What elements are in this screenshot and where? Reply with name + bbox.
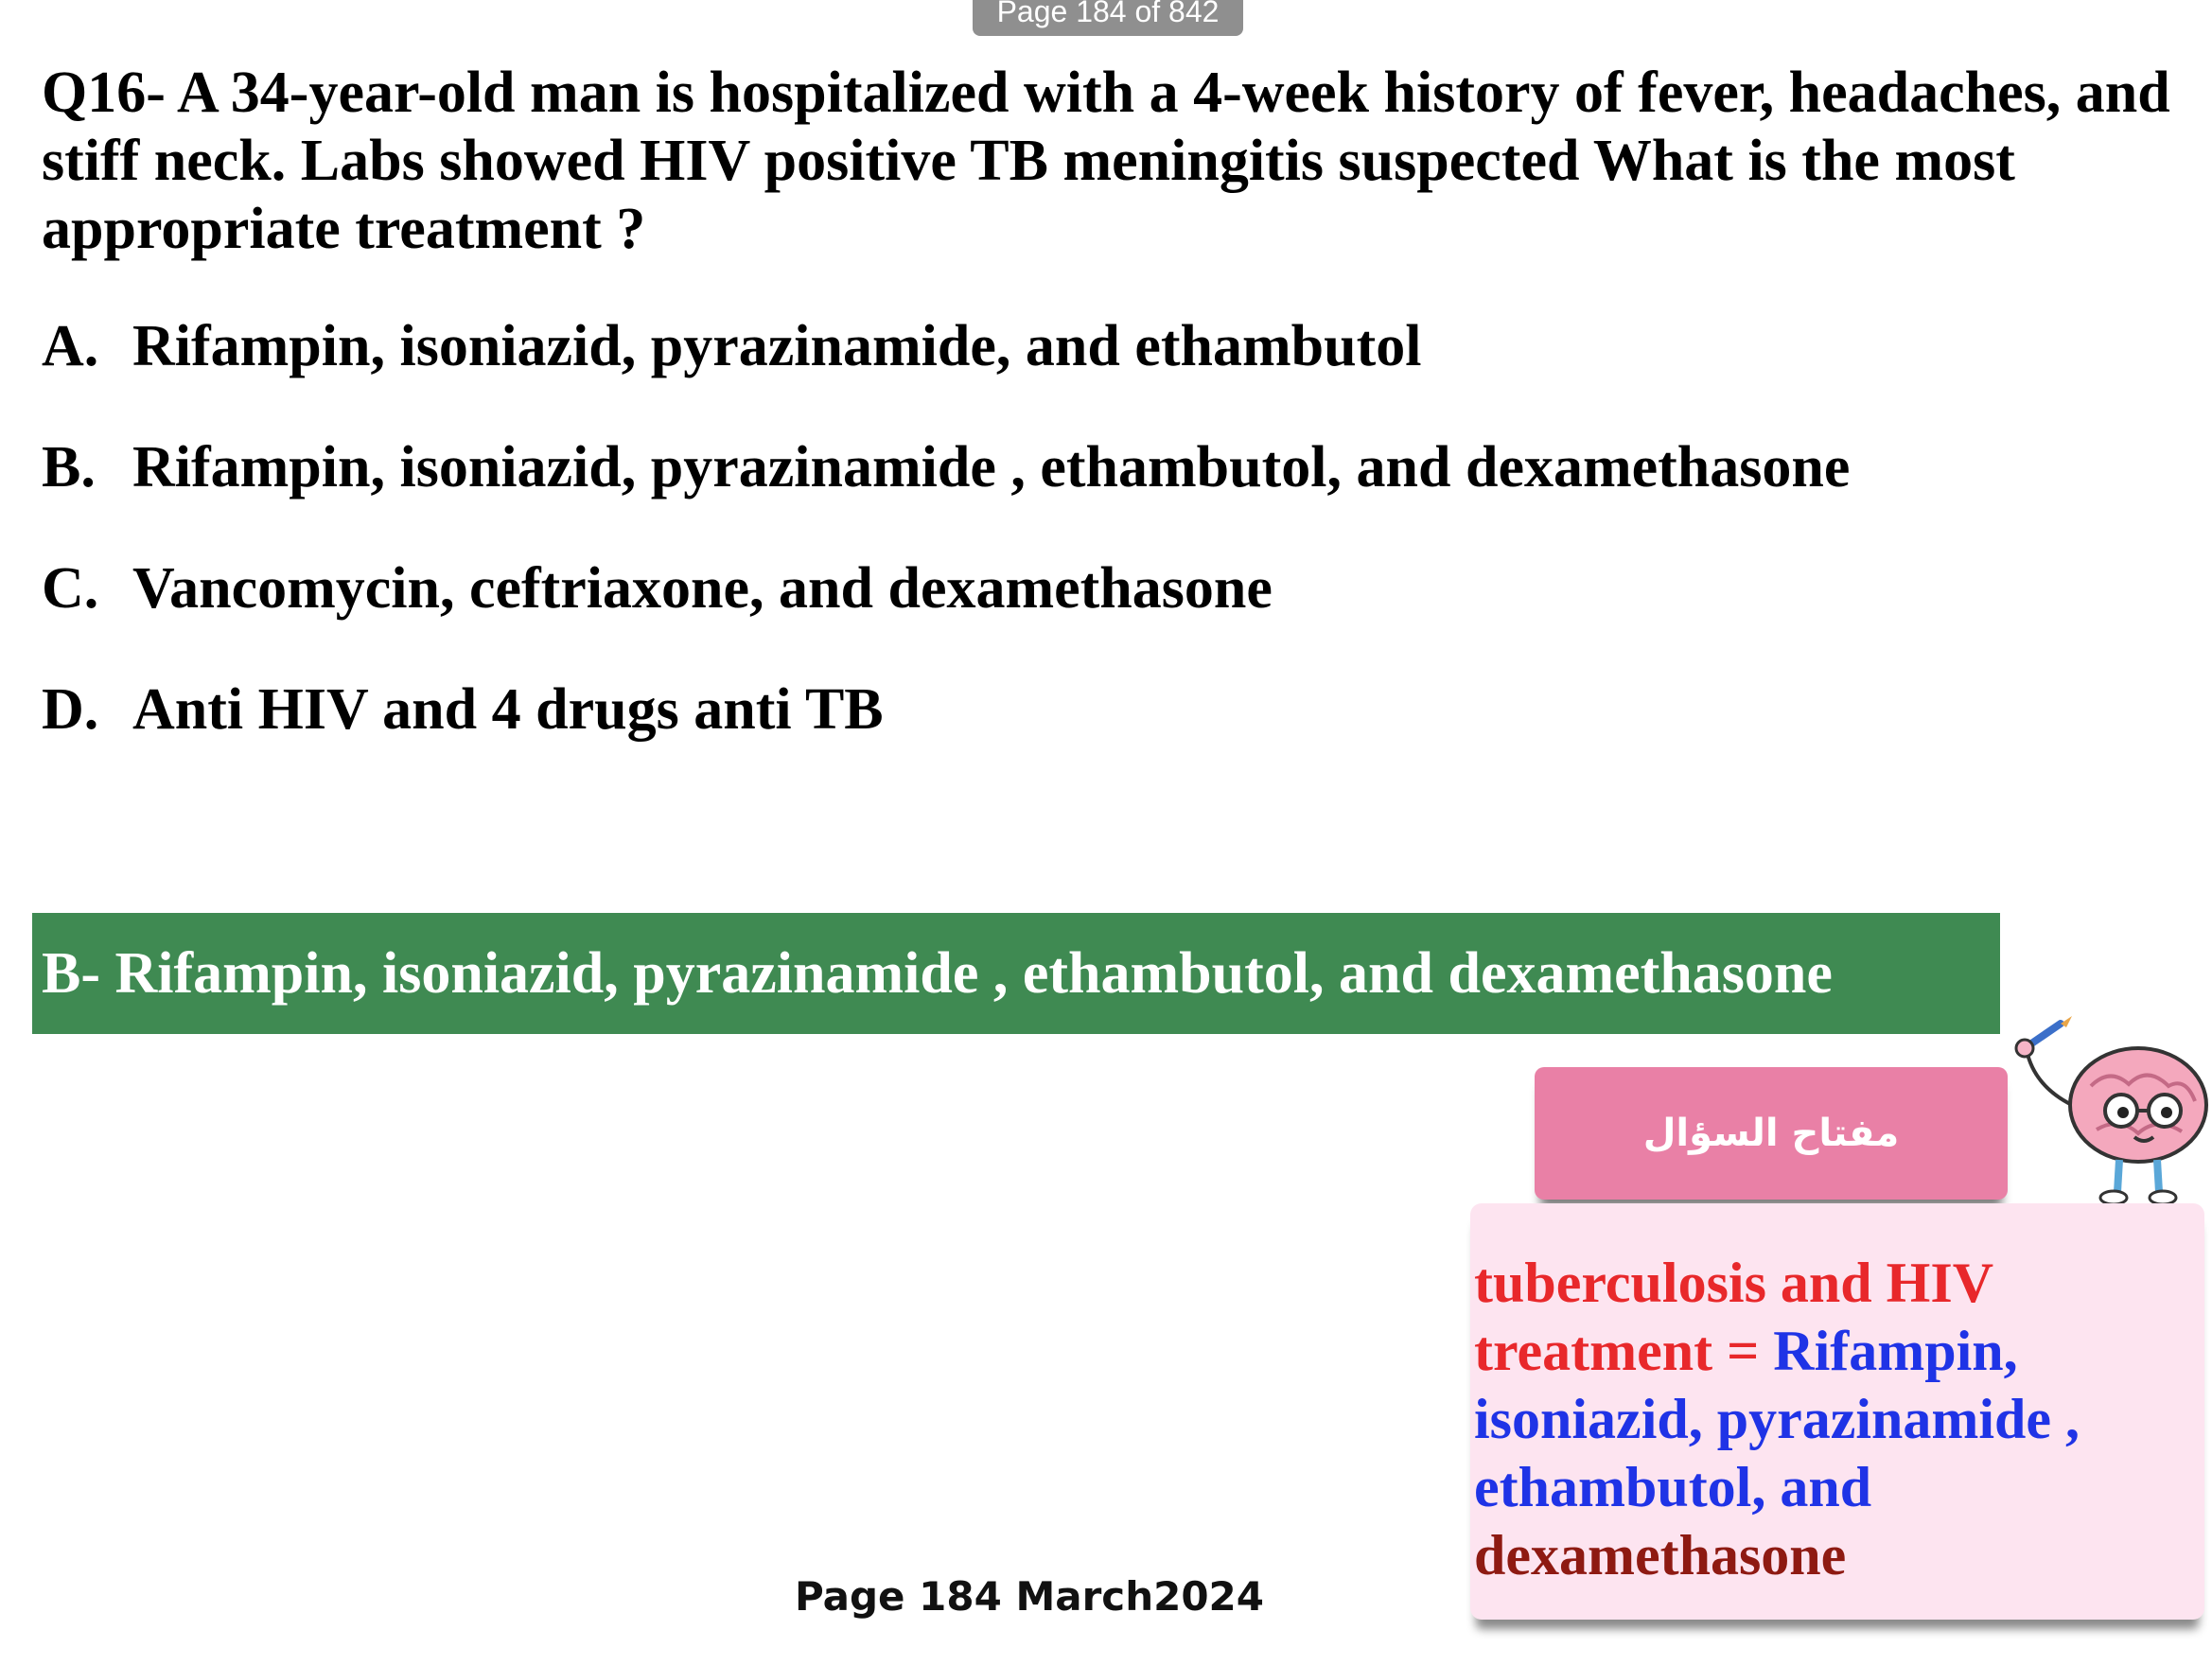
note-card <box>1470 1203 2204 1620</box>
option-letter: D. <box>42 677 99 742</box>
question-text: Q16- A 34-year-old man is hospitalized with a 4-week history of fever, headaches, and stiff neck. Labs showed HIV positive TB meningitis suspected What is the most appropriate treatment ? <box>42 61 2170 261</box>
option-c <box>42 554 1850 675</box>
note-line-4: ethambutol, and <box>1474 1456 1872 1518</box>
option-letter: C. <box>42 556 99 621</box>
option-b <box>42 433 1850 554</box>
option-text: Vancomycin, ceftriaxone, and dexamethasone <box>132 556 1273 621</box>
page-footer: Page 184 March2024 <box>794 1573 1264 1620</box>
option-d <box>42 675 1850 797</box>
brain-mascot-icon <box>2006 1010 2212 1209</box>
note-line-5: dexamethasone <box>1474 1524 1847 1586</box>
note-line-3: isoniazid, pyrazinamide , <box>1474 1388 2080 1450</box>
option-text: Rifampin, isoniazid, pyrazinamide , ethambutol, and dexamethasone <box>132 435 1851 500</box>
options-list <box>42 312 1850 797</box>
answer-banner: B- Rifampin, isoniazid, pyrazinamide , ethambutol, and dexamethasone <box>32 913 2000 1034</box>
option-a <box>42 312 1850 433</box>
option-letter: B. <box>42 435 96 500</box>
note-line-2-value: Rifampin, <box>1759 1320 2018 1382</box>
option-text: Rifampin, isoniazid, pyrazinamide, and ethambutol <box>132 314 1422 378</box>
note-line-2-label: treatment = <box>1474 1320 1760 1382</box>
option-letter: A. <box>42 314 99 378</box>
option-text: Anti HIV and 4 drugs anti TB <box>132 677 884 742</box>
page-indicator: Page 184 of 842 <box>973 0 1243 36</box>
question-key-tab: مفتاح السؤال <box>1535 1067 2008 1200</box>
note-line-1: tuberculosis and HIV <box>1474 1252 1994 1314</box>
